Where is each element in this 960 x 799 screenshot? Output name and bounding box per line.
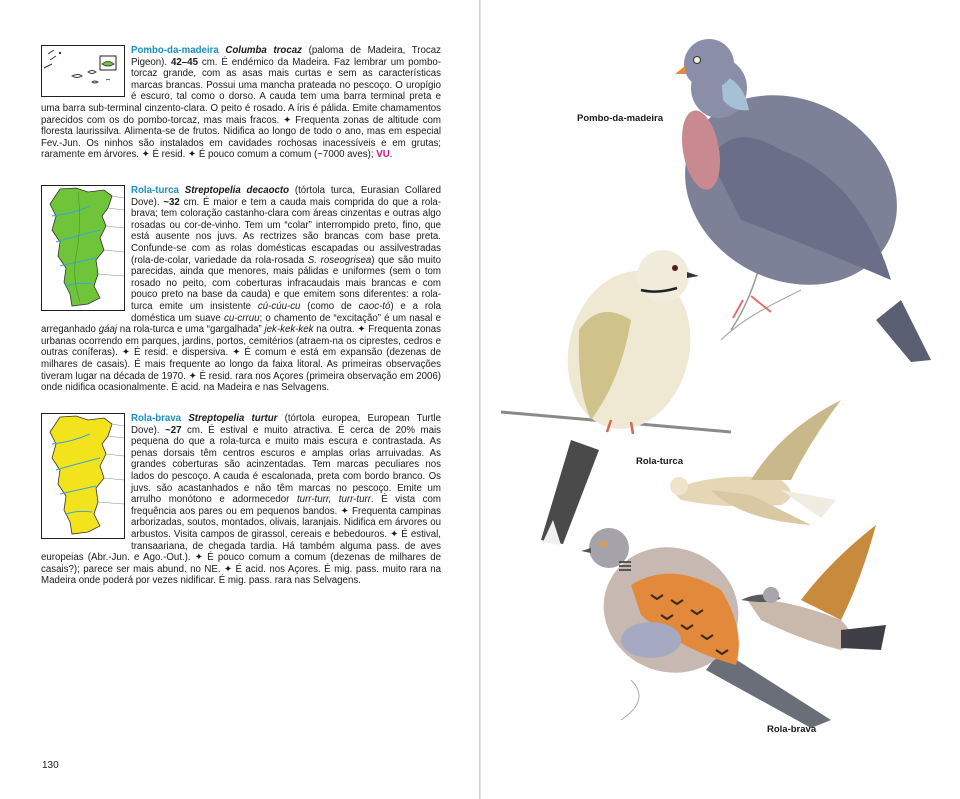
- scientific-name: Columba trocaz: [225, 45, 302, 56]
- rola-turca-flying-illustration: [670, 400, 841, 525]
- italic-term: turr-turr, turr-turr: [296, 494, 371, 506]
- description-text: ; o chamento de “excitação” é um nasal e arreganhado: [41, 312, 441, 336]
- label-rola-turca: Rola-turca: [636, 456, 683, 467]
- other-names: (paloma de Madeira, Trocaz Pigeon).: [131, 45, 441, 68]
- range-map-rola-turca: [41, 185, 125, 311]
- description-text: (como de: [300, 300, 359, 312]
- range-map-rola-brava: [41, 413, 125, 539]
- entry-rola-brava: [41, 413, 441, 587]
- other-names: (tórtola turca, Eurasian Collared Dove).: [131, 185, 441, 208]
- size-value: ~27: [165, 424, 182, 436]
- range-map-madeira: [41, 45, 125, 97]
- italic-term: cu-crruu: [223, 312, 260, 324]
- italic-term: S. roseogrisea: [307, 254, 372, 266]
- species-name: Pombo-da-madeira: [131, 45, 219, 56]
- italic-term: caoc-tó: [358, 300, 391, 312]
- bird-illustrations: [481, 0, 960, 799]
- size-value: 42–45: [171, 56, 198, 68]
- other-names: (tórtola europea, European Turtle Dove).: [131, 413, 441, 436]
- species-name: Rola-turca: [131, 185, 179, 196]
- italic-term: gáaj: [98, 324, 118, 336]
- description-text: na rola-turca e uma “gargalhada”: [117, 324, 265, 336]
- description-end: .: [389, 149, 393, 161]
- entry-rola-turca: [41, 185, 441, 394]
- rola-brava-flying-illustration: [741, 525, 886, 650]
- label-rola-brava: Rola-brava: [767, 724, 817, 735]
- scientific-name: Streptopelia decaocto: [184, 185, 290, 196]
- scientific-name: Streptopelia turtur: [188, 413, 278, 424]
- description-text: cm. É maior e tem a cauda mais comprida do que a rola-brava; tem coloração castanho-clara com áreas cinzentas e outras algo rosadas ou cor-de-vinho. Tem um “colar” interrompido preto, fino, que está ausente nos juvs. As rectrizes são brancas com base preta. Confunde-se com as rolas domésticas escapadas ou assilvestradas (rola-de-colar, variedade da rola-rosada: [131, 196, 441, 266]
- size-value: ~32: [163, 196, 180, 208]
- description-text: ) que são muito parecidas, ainda que menores, mais pálidas e uniformes (sem o tom rosado no peito, com coberturas infracaudais mais brancas e com pouco preto na base da cauda) e que emitem sons diferentes: a rola-turca emite um insistente: [131, 254, 441, 312]
- description-text: cm. É estival e muito atractiva. É cerca de 20% mais pequena do que a rola-turca e muito mais escura e contrastada. As penas dorsais têm centros escuros e amplas orlas arruivadas. As grandes coberturas são acinzentadas. Tem marcas peculiares nos lados do pescoço. A cauda é escalonada, preta com bordo branco. Os juvs. são acastanhados e não têm marcas no pescoço. Emite um arrulho monótono e adormecedor: [131, 424, 441, 506]
- description-text: na outra. ✦ Frequenta zonas urbanas ocorrendo em parques, jardins, portos, cemitérios (atraem-na os ciprestes, cedros e outras coníferas). ✦ É resid. e dispersiva. ✦ É comum e está em expansão (dezenas de milhares de casais). É mais frequente ao longo da faixa litoral. As primeiras observações tiveram lugar na década de 1970. ✦ É resid. rara nos Açores (primeira observação em 2006) onde nidifica ocasionalmente. É acid. na Madeira e nas Selvagens.: [41, 324, 441, 394]
- italic-term: cú-cúu-cu: [257, 300, 301, 312]
- description-text: cm. É endémico da Madeira. Faz lembrar um pombo-torcaz grande, com as asas mais curtas e sem as características marcas brancas. Possui uma mancha prateada no pescoço. O uropígio é escuro, tal como o dorso. A cauda tem uma barra terminal preta e uma barra sub-terminal cinzento-clara. O peito é rosado. A íris é pálida. Emite chamamentos parecidos com os do pombo-torcaz, mas mais fracos. ✦ Frequenta zonas de altitude com floresta laurissilva. Alimenta-se de frutos. Nidifica ao longo de todo o ano, mas em especial Fev.-Jun. Os ninhos são instalados em cavidades rochosas inacessíveis e em grutas; raramente em árvores. ✦ É resid. ✦ É pouco comum a comum (~7000 aves);: [41, 56, 441, 161]
- entry-pombo-da-madeira: [41, 45, 441, 161]
- label-pombo-da-madeira: Pombo-da-madeira: [577, 113, 664, 124]
- italic-term: jek-kek-kek: [264, 324, 314, 336]
- status-vu: VU: [376, 149, 390, 161]
- species-name: Rola-brava: [131, 413, 182, 424]
- description-text: ) e a rola doméstica um suave: [131, 300, 441, 324]
- right-page: [481, 0, 960, 799]
- description-text: . É vista com frequência aos pares ou em pequenos bandos. ✦ Frequenta campinas arborizadas, soutos, montados, olivais, laranjais. Nidifica em árvores ou arbustos. Visita campos de girassol, cereais e bebedouros. ✦ É estival, transaariana, de chegada tardia. Há também alguma pass. de aves europeias (Abr.-Jun. e Ago.-Out.). ✦ É pouco comum a comum (dezenas de milhares de casais?); parece ser mais abund. no NE. ✦ É acid. nos Açores. É mig. pass. muito rara na Madeira onde poderá por vezes nidificar. É mig. pass. rara nas Selvagens.: [41, 494, 441, 587]
- pombo-da-madeira-illustration: [652, 39, 931, 362]
- page-number: 130: [42, 760, 59, 771]
